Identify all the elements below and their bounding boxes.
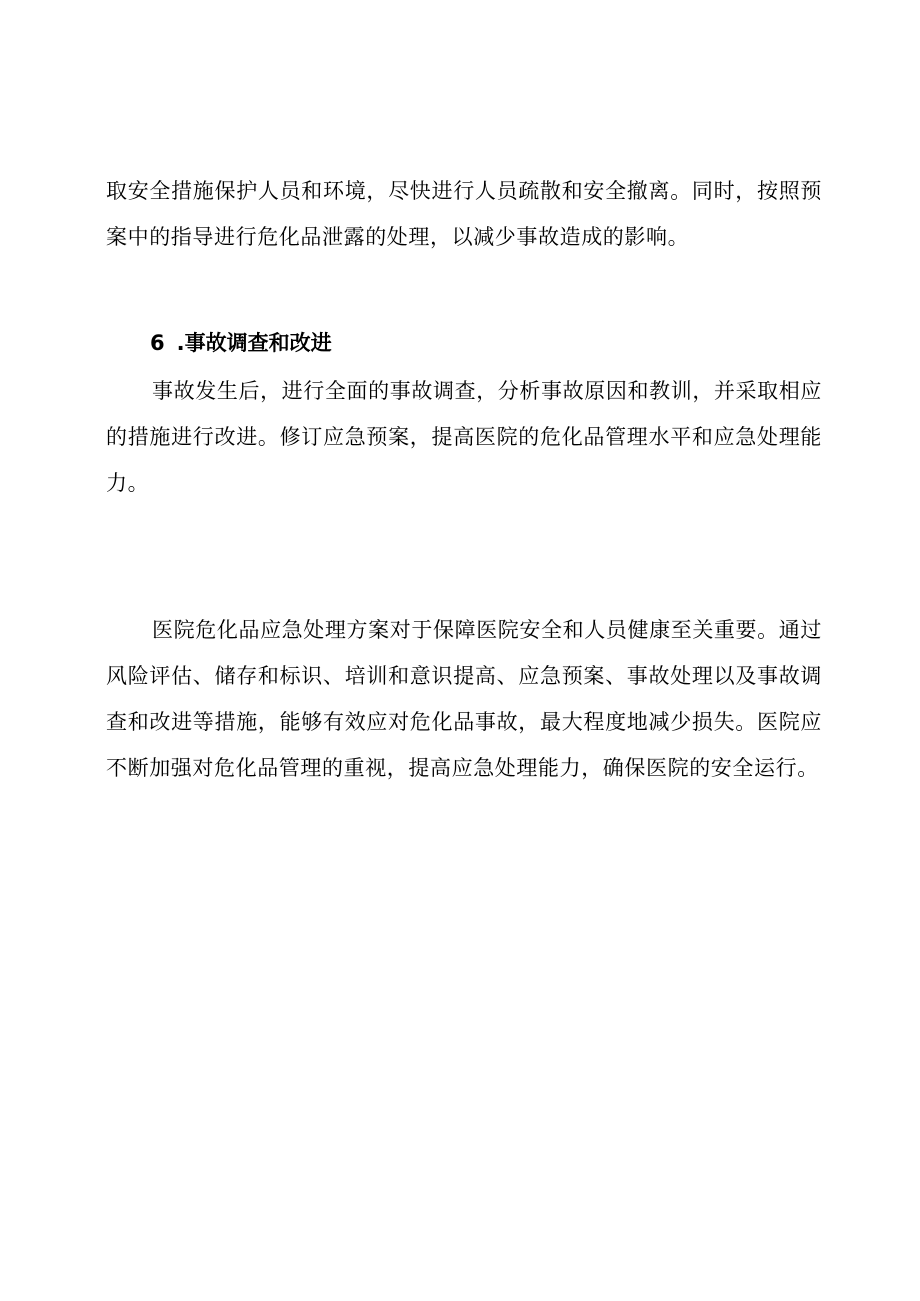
section-number: 6 xyxy=(150,331,165,355)
section-title: .事故调查和改进 xyxy=(176,331,332,355)
section-heading xyxy=(150,326,332,360)
continued-paragraph: 取安全措施保护人员和环境，尽快进行人员疏散和安全撤离。同时，按照预案中的指导进行危化品泄露的处理，以减少事故造成的影响。 xyxy=(106,179,822,249)
section-body-paragraph: 事故发生后，进行全面的事故调查，分析事故原因和教训，并采取相应的措施进行改进。修订应急预案，提高医院的危化品管理水平和应急处理能力。 xyxy=(106,379,822,495)
conclusion-paragraph: 医院危化品应急处理方案对于保障医院安全和人员健康至关重要。通过风险评估、储存和标识、培训和意识提高、应急预案、事故处理以及事故调查和改进等措施，能够有效应对危化品事故，最大程度地减少损失。医院应不断加强对危化品管理的重视，提高应急处理能力，确保医院的安全运行。 xyxy=(106,618,822,780)
